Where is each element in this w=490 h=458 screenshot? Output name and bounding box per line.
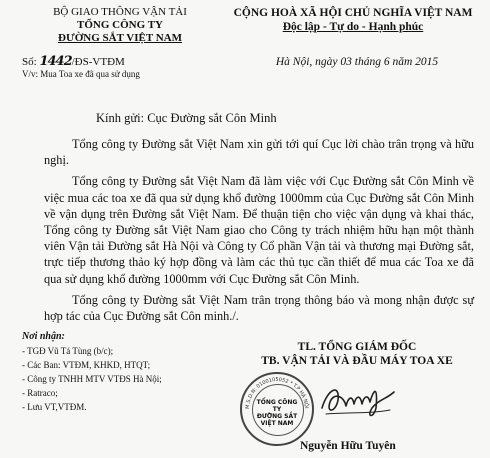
so-label: Số: <box>22 56 37 68</box>
recipients-list <box>22 330 222 414</box>
handwritten-signature <box>318 378 398 424</box>
recipients-title: Nơi nhận: <box>22 331 65 342</box>
signature-title-line1: TL. TỔNG GIÁM ĐỐC <box>297 341 417 353</box>
document-code: /ĐS-VTĐM <box>71 56 125 68</box>
signer-name: Nguyễn Hữu Tuyên <box>300 440 396 452</box>
ministry-name: BỘ GIAO THÔNG VẬN TẢI <box>53 6 187 18</box>
company-name-line1: TỔNG CÔNG TY <box>77 19 163 31</box>
subject-line <box>22 69 140 79</box>
signature-title-line2: TB. VẬN TẢI VÀ ĐẦU MÁY TOA XE <box>261 355 453 367</box>
handwritten-number: 1442 <box>39 54 72 69</box>
seal-ring-label: M.S.D.N: 0100105052 * T.P HÀ NỘI <box>244 376 310 410</box>
company-name-line2: ĐƯỜNG SẮT VIỆT NAM <box>58 32 182 44</box>
seal-line3: VIỆT NAM <box>260 420 294 427</box>
issue-date: Hà Nội, ngày 03 tháng 6 năm 2015 <box>275 56 439 68</box>
recipient-item: - Ratraco; <box>22 388 58 398</box>
header-left <box>20 6 220 45</box>
seal-line1: TỔNG CÔNG TY <box>256 399 298 413</box>
subject-text: Mua Toa xe đã qua sử dụng <box>40 69 140 79</box>
letter-body <box>44 136 474 329</box>
motto: Độc lập - Tự do - Hạnh phúc <box>282 21 424 33</box>
signature-title <box>226 340 488 368</box>
recipient-item: - TGĐ Vũ Tá Tùng (b/c); <box>22 346 114 356</box>
company-seal <box>240 372 314 446</box>
vv-label: V/v: <box>22 69 39 79</box>
seal-line2: ĐƯỜNG SẮT <box>256 413 298 420</box>
recipient-item: - Các Ban: VTĐM, KHKD, HTQT; <box>22 360 151 370</box>
header-right <box>222 6 484 34</box>
document-number <box>22 54 125 69</box>
recipient-salutation: Kính gửi: Cục Đường sắt Côn Minh <box>96 111 277 125</box>
nation-title: CỘNG HOÀ XÃ HỘI CHỦ NGHĨA VIỆT NAM <box>233 7 473 19</box>
paragraph: Tổng công ty Đường sắt Việt Nam đã làm việc với Cục Đường sắt Côn Minh về việc mua các toa xe đã qua sử dụng khổ đường 1000mm của Cục Đường sắt Côn Minh về vận dụng trên Đường sắt Việt Nam. Để thuận tiện cho việc vận dụng và khai thác, Tổng công ty Đường sắt Việt Nam giao cho Công ty trách nhiệm hữu hạn một thành viên Vận tải Đường sắt Hà Nội và Công ty Cổ phần Vận tải và thương mại Đường sắt, trực tiếp thương thảo ký hợp đồng và làm các thủ tục cần thiết để mua các Toa xe đã qua sử dụng khổ đường 1000mm với Cục Đường sắt Côn Minh. <box>44 174 474 286</box>
seal-center-text <box>256 399 298 427</box>
recipient-item: - Lưu VT,VTĐM. <box>22 402 87 412</box>
paragraph: Tổng công ty Đường sắt Việt Nam trân trọng thông báo và mong nhận được sự hợp tác của Cục Đường sắt Côn minh./. <box>44 292 474 324</box>
paragraph: Tổng công ty Đường sắt Việt Nam xin gửi tới quí Cục lời chào trân trọng và hữu nghị. <box>44 137 474 168</box>
recipient-item: - Công ty TNHH MTV VTĐS Hà Nội; <box>22 374 162 384</box>
